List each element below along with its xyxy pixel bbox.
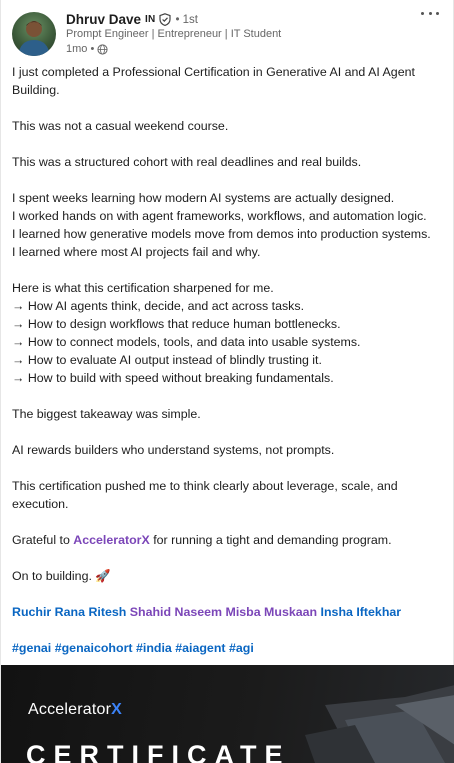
post-line: I learned how generative models move from demos into production systems. bbox=[12, 227, 431, 241]
country-badge: IN bbox=[145, 14, 156, 25]
post-line: Here is what this certification sharpened for me. bbox=[12, 281, 274, 295]
gratitude-text-end: for running a tight and demanding program. bbox=[149, 533, 392, 547]
post-paragraph: This was not a casual weekend course. bbox=[12, 119, 229, 133]
post-paragraph: This was a structured cohort with real deadlines and real builds. bbox=[12, 155, 362, 169]
decorative-facets bbox=[295, 665, 454, 763]
hashtag-link[interactable]: #genai bbox=[12, 641, 52, 655]
brand-x: X bbox=[111, 701, 122, 718]
list-item: → How to design workflows that reduce human bottlenecks. bbox=[12, 317, 341, 331]
gratitude-text: Grateful to bbox=[12, 533, 74, 547]
hashtags-row bbox=[12, 639, 448, 657]
person-mention[interactable]: Insha Iftekhar bbox=[320, 605, 402, 619]
closing-text: On to building. bbox=[12, 569, 92, 583]
post-paragraph: The biggest takeaway was simple. bbox=[12, 407, 201, 421]
more-horizontal-icon bbox=[421, 12, 424, 15]
shield-check-icon bbox=[159, 13, 171, 26]
list-item: → How to evaluate AI output instead of blindly trusting it. bbox=[12, 353, 322, 367]
brand-text: Accelerator bbox=[28, 701, 112, 718]
post-paragraph: I just completed a Professional Certification in Generative AI and AI Agent Building. bbox=[12, 65, 415, 97]
person-mention[interactable]: Ruchir Rana bbox=[12, 605, 85, 619]
certificate-title: CERTIFICATE bbox=[26, 740, 291, 763]
post-time: 1mo • bbox=[66, 43, 95, 55]
person-mention[interactable]: Misba Muskaan bbox=[225, 605, 318, 619]
hashtag-link[interactable]: #agi bbox=[228, 641, 254, 655]
author-name[interactable]: Dhruv Dave bbox=[66, 12, 142, 27]
post-line: I spent weeks learning how modern AI systems are actually designed. bbox=[12, 191, 395, 205]
author-avatar[interactable] bbox=[12, 12, 56, 56]
person-mention[interactable]: Shahid Naseem bbox=[129, 605, 223, 619]
rocket-emoji: 🚀 bbox=[95, 569, 111, 583]
post-line: I worked hands on with agent frameworks, workflows, and automation logic. bbox=[12, 209, 427, 223]
post-meta bbox=[66, 43, 108, 55]
company-mention[interactable]: AcceleratorX bbox=[73, 533, 150, 547]
post-paragraph: This certification pushed me to think clearly about leverage, scale, and execution. bbox=[12, 479, 398, 511]
hashtag-link[interactable]: #genaicohort bbox=[54, 641, 133, 655]
hashtag-link[interactable]: #india bbox=[135, 641, 172, 655]
list-item: → How to connect models, tools, and data into usable systems. bbox=[12, 335, 361, 349]
post-line: I learned where most AI projects fail and why. bbox=[12, 245, 261, 259]
author-headline: Prompt Engineer | Entrepreneur | IT Student bbox=[66, 28, 282, 40]
mentions-row bbox=[12, 603, 448, 621]
more-options-button[interactable] bbox=[421, 6, 439, 20]
post-paragraph bbox=[12, 567, 448, 585]
list-item: → How AI agents think, decide, and act across tasks. bbox=[12, 299, 305, 313]
connection-degree: • 1st bbox=[175, 13, 198, 26]
post-paragraph bbox=[12, 531, 448, 549]
certificate-image[interactable] bbox=[1, 665, 454, 763]
hashtag-link[interactable]: #aiagent bbox=[175, 641, 226, 655]
post-body bbox=[12, 63, 448, 657]
post-paragraph: AI rewards builders who understand systems, not prompts. bbox=[12, 443, 335, 457]
globe-icon bbox=[97, 44, 108, 55]
list-item: → How to build with speed without breaking fundamentals. bbox=[12, 371, 334, 385]
author-name-row bbox=[66, 12, 198, 27]
person-mention[interactable]: Ritesh bbox=[88, 605, 127, 619]
brand-logo bbox=[28, 701, 122, 719]
